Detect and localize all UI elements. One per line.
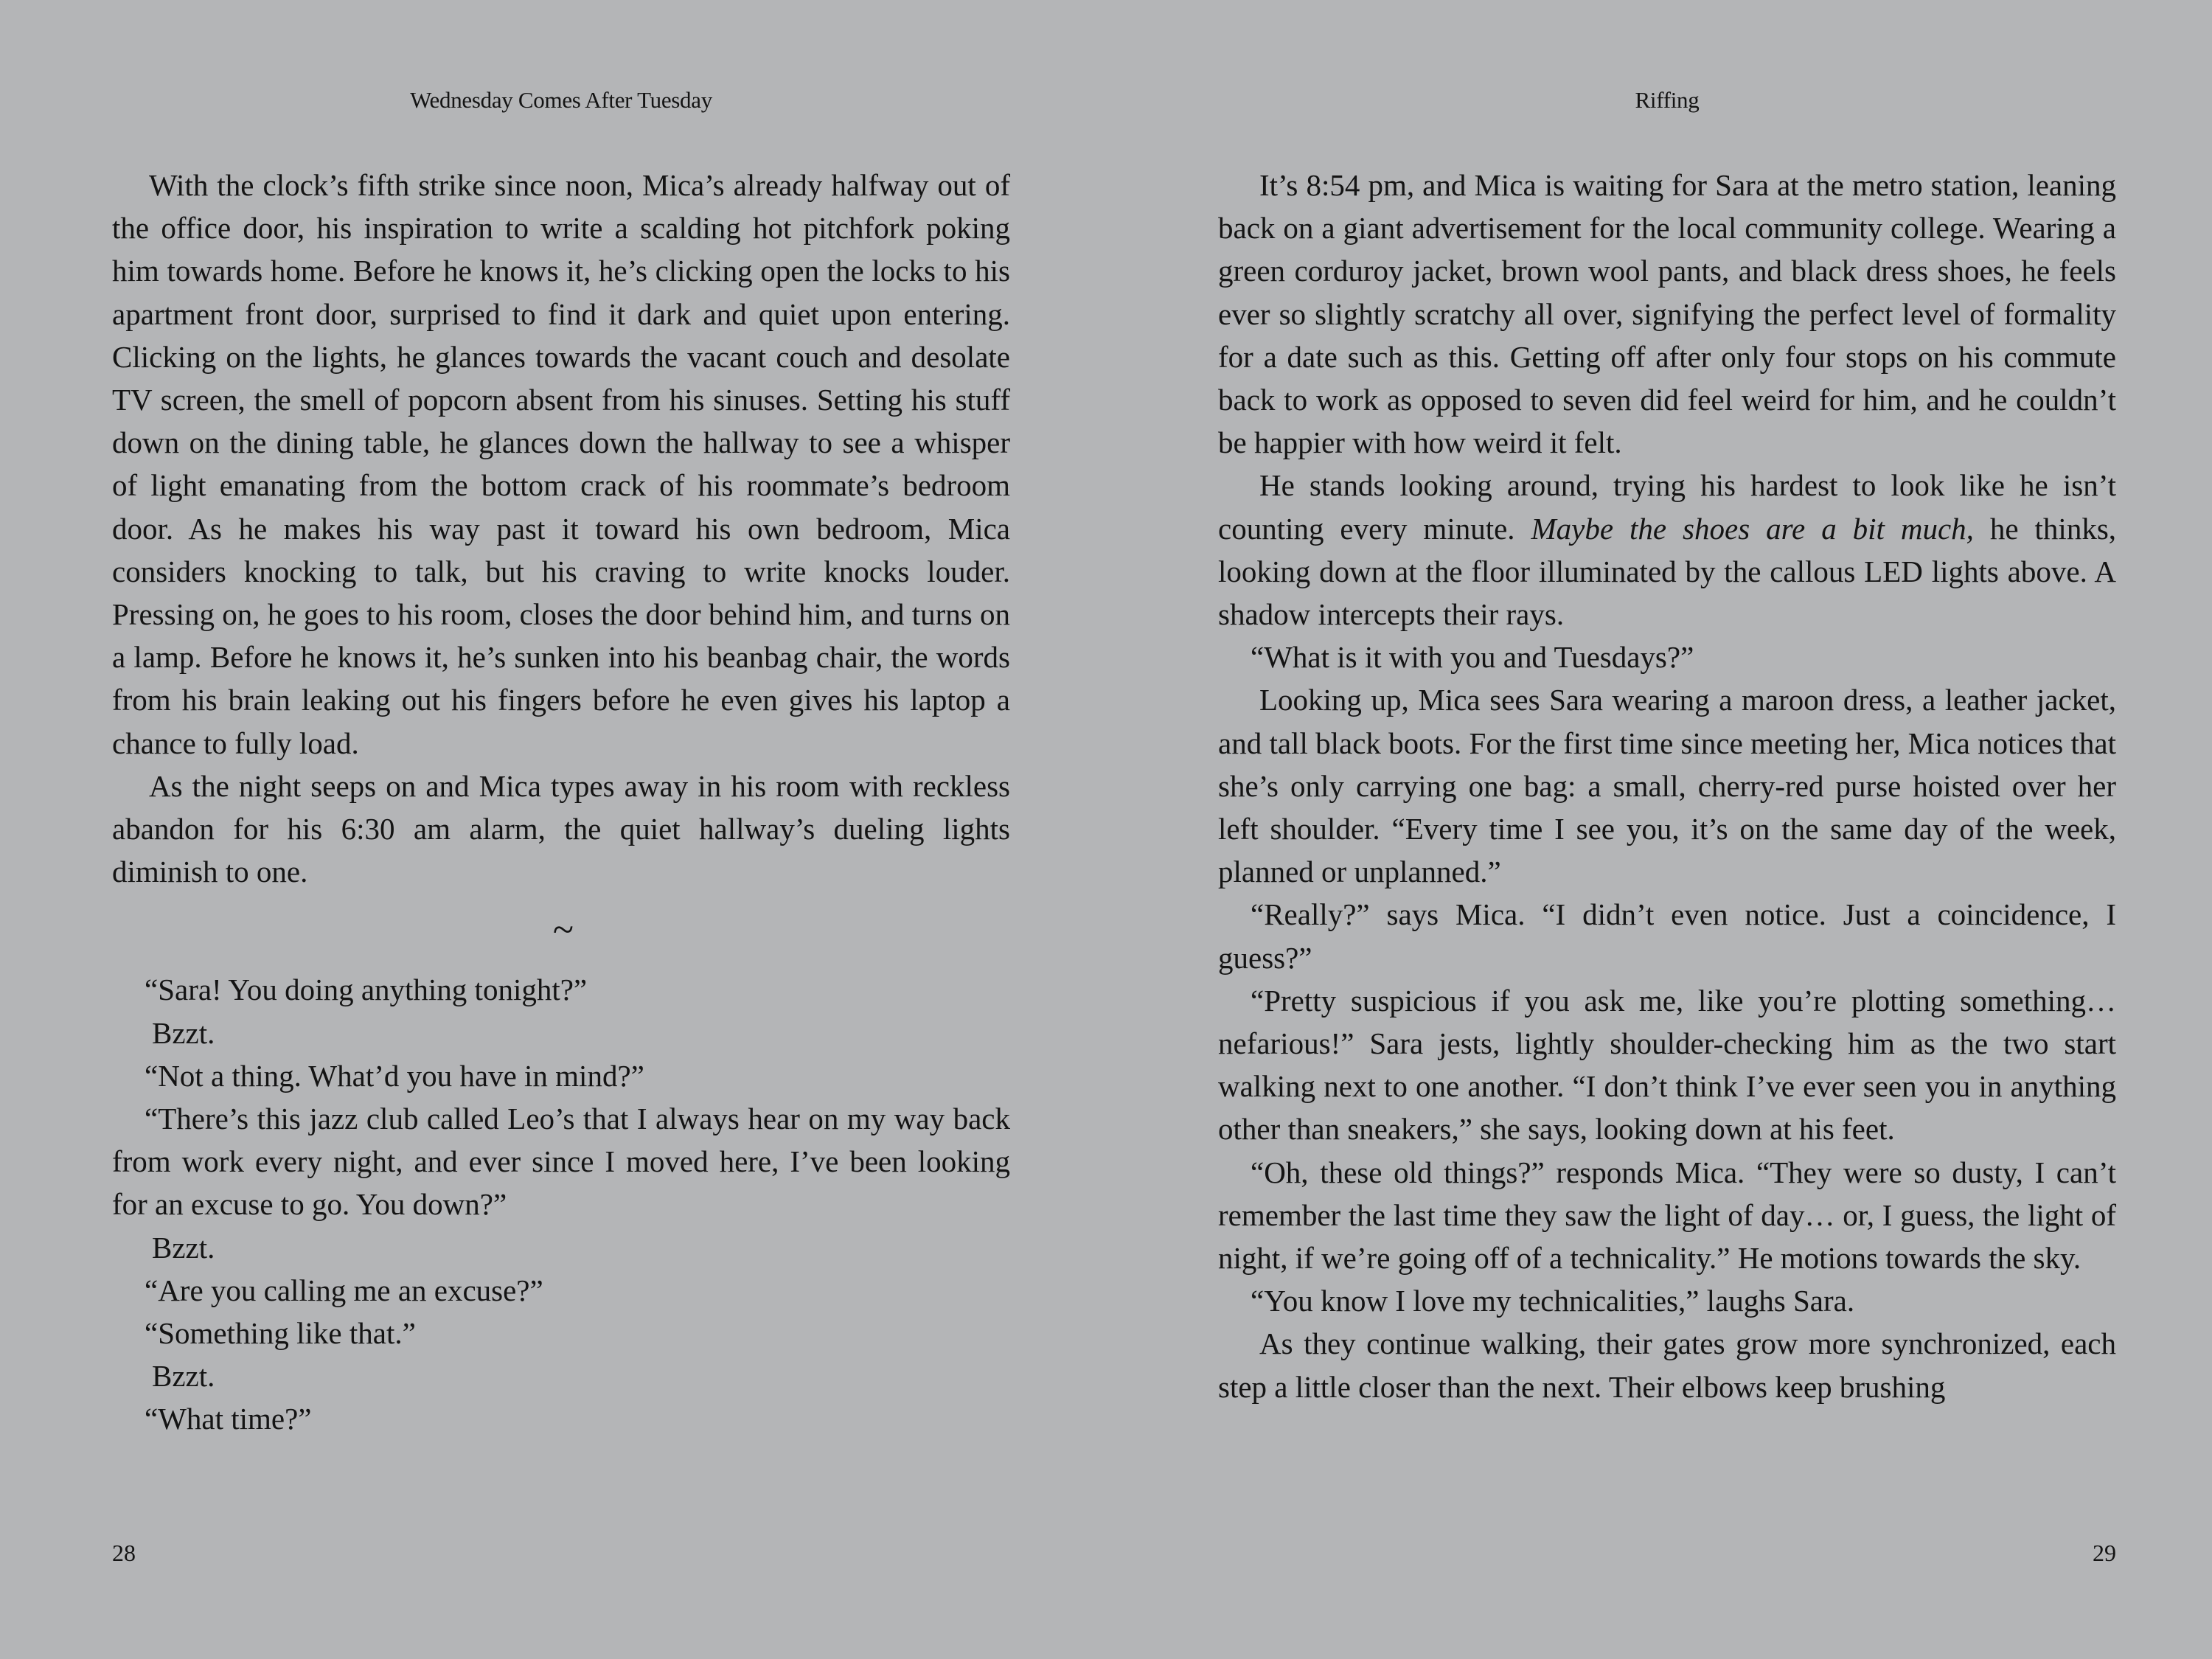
dialogue-line: “You know I love my technicalities,” laughs Sara. — [1251, 1284, 1855, 1318]
paragraph: As the night seeps on and Mica types away in his room with reckless abandon for his 6:30 am alarm, the quiet hallway’s dueling lights diminish to one. — [112, 768, 1010, 889]
right-page — [1218, 0, 2116, 1659]
paragraph: As they continue walking, their gates grow more synchronized, each step a little closer than the next. Their elbows keep brushing — [1218, 1326, 2116, 1404]
paragraph: It’s 8:54 pm, and Mica is waiting for Sara at the metro station, leaning back on a giant advertisement for the local community college. Wearing a green corduroy jacket, brown wool pants, and black dress shoes, he feels ever so slightly scratchy all over, signifying the perfect level of formality for a date such as this. Getting off after only four stops on his commute back to work as opposed to seven did feel weird for him, and he couldn’t be happier with how weird it felt. — [1218, 168, 2116, 460]
dialogue-line: “Pretty suspicious if you ask me, like you’re plotting something… nefarious!” Sara jests, lightly shoulder-checking him as the two start walking next to one another. “I don’t think I’ve ever seen you in anything other than sneakers,” she says, looking down at his feet. — [1218, 983, 2116, 1147]
dialogue-line: “Not a thing. What’d you have in mind?” — [145, 1058, 644, 1093]
dialogue-line: Bzzt. — [152, 1359, 215, 1394]
paragraph-text: He stands looking around, trying his hardest to look like he isn’t counting every minute. — [1218, 468, 2116, 546]
right-page-number: 29 — [2093, 1540, 2116, 1566]
paragraph — [1218, 464, 2116, 636]
dialogue-line: “Sara! You doing anything tonight?” — [145, 973, 588, 1007]
right-body-text — [1218, 164, 2116, 1408]
dialogue-line: “What is it with you and Tuesdays?” — [1251, 640, 1694, 675]
paragraph-text: he thinks, looking down at the floor illuminated by the callous LED lights above. A shadow intercepts their rays. — [1218, 511, 2117, 632]
paragraph: With the clock’s fifth strike since noon, Mica’s already halfway out of the office door, his inspiration to write a scalding hot pitchfork poking him towards home. Before he knows it, he’s clicking open the locks to his apartment front door, surprised to find it dark and quiet upon entering. Clicking on the lights, he glances towards the vacant couch and desolate TV screen, the smell of popcorn absent from his sinuses. Setting his stuff down on the dining table, he glances down the hallway to see a whisper of light emanating from the bottom crack of his roommate’s bedroom door. As he makes his way past it toward his own bedroom, Mica considers knocking to talk, but his craving to write knocks louder. Pressing on, he goes to his room, closes the door behind him, and turns on a lamp. Before he knows it, he’s sunken into his beanbag chair, the words from his brain leaking out his fingers before he even gives his laptop a chance to fully load. — [112, 168, 1010, 760]
paragraph: Looking up, Mica sees Sara wearing a maroon dress, a leather jacket, and tall black boots. For the first time since meeting her, Mica notices that she’s only carrying one bag: a small, cherry-red purse hoisted over her left shoulder. “Every time I see you, it’s on the same day of the week, planned or unplanned.” — [1218, 683, 2116, 889]
left-body-text — [112, 164, 1010, 1441]
dialogue-line: Bzzt. — [152, 1015, 215, 1050]
dialogue-line: “What time?” — [145, 1402, 312, 1436]
italic-thought: Maybe the shoes are a bit much, — [1531, 511, 1974, 546]
dialogue-line: “Really?” says Mica. “I didn’t even notice. Just a coincidence, I guess?” — [1218, 897, 2116, 975]
section-break-ornament: ~ — [552, 909, 570, 952]
left-running-head: Wednesday Comes After Tuesday — [410, 87, 712, 113]
right-running-head: Riffing — [1635, 87, 1700, 113]
dialogue-line: “Something like that.” — [145, 1316, 416, 1351]
left-page-number: 28 — [112, 1540, 136, 1566]
dialogue-line: Bzzt. — [152, 1230, 215, 1265]
dialogue-line: “There’s this jazz club called Leo’s that I always hear on my way back from work every night, and ever since I moved here, I’ve been looking for an excuse to go. You down?” — [112, 1102, 1010, 1222]
dialogue-line: “Oh, these old things?” responds Mica. “They were so dusty, I can’t remember the last time they saw the light of day… or, I guess, the light of night, if we’re going off of a technicality.” He motions towards the sky. — [1218, 1155, 2116, 1276]
dialogue-line: “Are you calling me an excuse?” — [145, 1273, 543, 1307]
left-page — [112, 0, 1010, 1659]
